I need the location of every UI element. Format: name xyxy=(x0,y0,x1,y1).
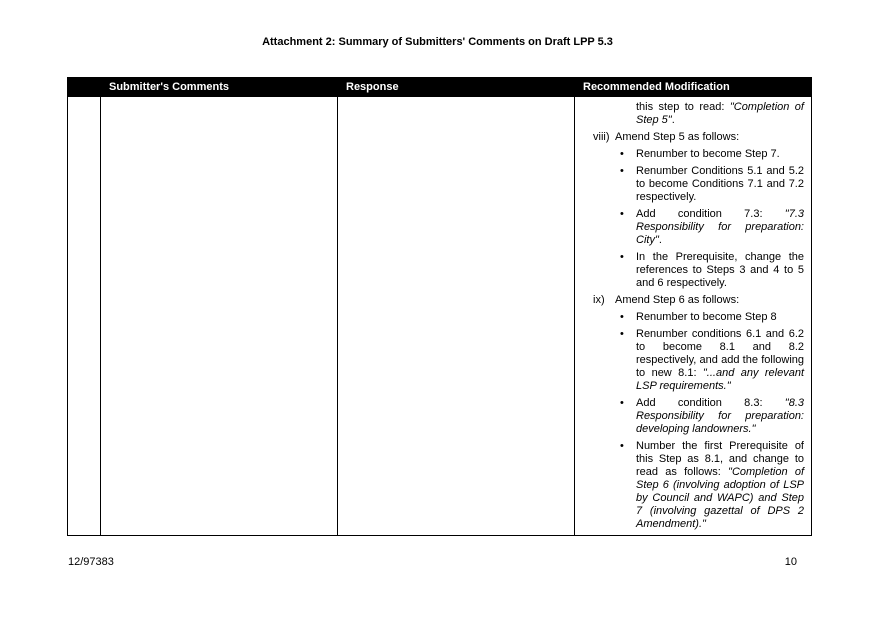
recommended-modification-cell xyxy=(575,97,812,536)
bullet-icon: • xyxy=(620,148,624,160)
bullet-item xyxy=(575,397,804,436)
column-header-submitters-comments: Submitter's Comments xyxy=(101,78,338,97)
list-item-text: Renumber conditions 6.1 and 6.2 to become 8.1 and 8.2 respectively, and add the following to new 8.1: "...and any relevant LSP requirements." xyxy=(636,328,804,392)
column-header-response: Response xyxy=(338,78,575,97)
bullet-icon: • xyxy=(620,311,624,323)
bullet-icon: • xyxy=(620,251,624,263)
list-item-text: Add condition 7.3: "7.3 Responsibility for preparation: City". xyxy=(636,208,804,246)
bullet-icon: • xyxy=(620,165,624,177)
bullet-item xyxy=(575,440,804,531)
list-item-text: this step to read: "Completion of Step 5". xyxy=(636,101,804,126)
continuation-paragraph xyxy=(575,101,804,127)
list-item-text: In the Prerequisite, change the references to Steps 3 and 4 to 5 and 6 respectively. xyxy=(636,251,804,289)
list-item-text: Amend Step 6 as follows: xyxy=(615,294,740,306)
response-cell xyxy=(338,97,575,536)
bullet-item xyxy=(575,328,804,393)
bullet-item xyxy=(575,251,804,290)
bullet-item xyxy=(575,311,804,324)
column-header-recommended-modification: Recommended Modification xyxy=(575,78,812,97)
ref-cell xyxy=(68,97,101,536)
list-item-label: ix) xyxy=(593,294,605,306)
list-item-text: Add condition 8.3: "8.3 Responsibility for preparation: developing landowners." xyxy=(636,397,804,435)
bullet-icon: • xyxy=(620,397,624,409)
list-item-text: Renumber to become Step 8 xyxy=(636,311,777,323)
bullet-item xyxy=(575,148,804,161)
recommended-modification-content xyxy=(575,97,811,531)
numbered-item xyxy=(575,131,804,144)
submitters-comments-table xyxy=(67,77,812,536)
list-item-text: Number the first Prerequisite of this Step as 8.1, and change to read as follows: "Completion of Step 6 (involving adoption of LSP by Council and WAPC) and Step 7 (involving gazettal of DPS 2 Amendment)." xyxy=(636,440,805,530)
bullet-item xyxy=(575,165,804,204)
page-number: 10 xyxy=(784,556,797,568)
document-reference-number: 12/97383 xyxy=(68,556,114,568)
list-item-text: Amend Step 5 as follows: xyxy=(615,131,740,143)
table-row xyxy=(68,97,812,536)
bullet-icon: • xyxy=(620,440,624,452)
numbered-item xyxy=(575,294,804,307)
list-item-label: viii) xyxy=(593,131,610,143)
page-title: Attachment 2: Summary of Submitters' Comments on Draft LPP 5.3 xyxy=(262,36,613,48)
table-header-row xyxy=(68,78,812,97)
bullet-icon: • xyxy=(620,328,624,340)
bullet-icon: • xyxy=(620,208,624,220)
column-header-ref xyxy=(68,78,101,97)
submitters-comments-cell xyxy=(101,97,338,536)
bullet-item xyxy=(575,208,804,247)
list-item-text: Renumber to become Step 7. xyxy=(636,148,780,160)
list-item-text: Renumber Conditions 5.1 and 5.2 to become Conditions 7.1 and 7.2 respectively. xyxy=(636,165,804,203)
